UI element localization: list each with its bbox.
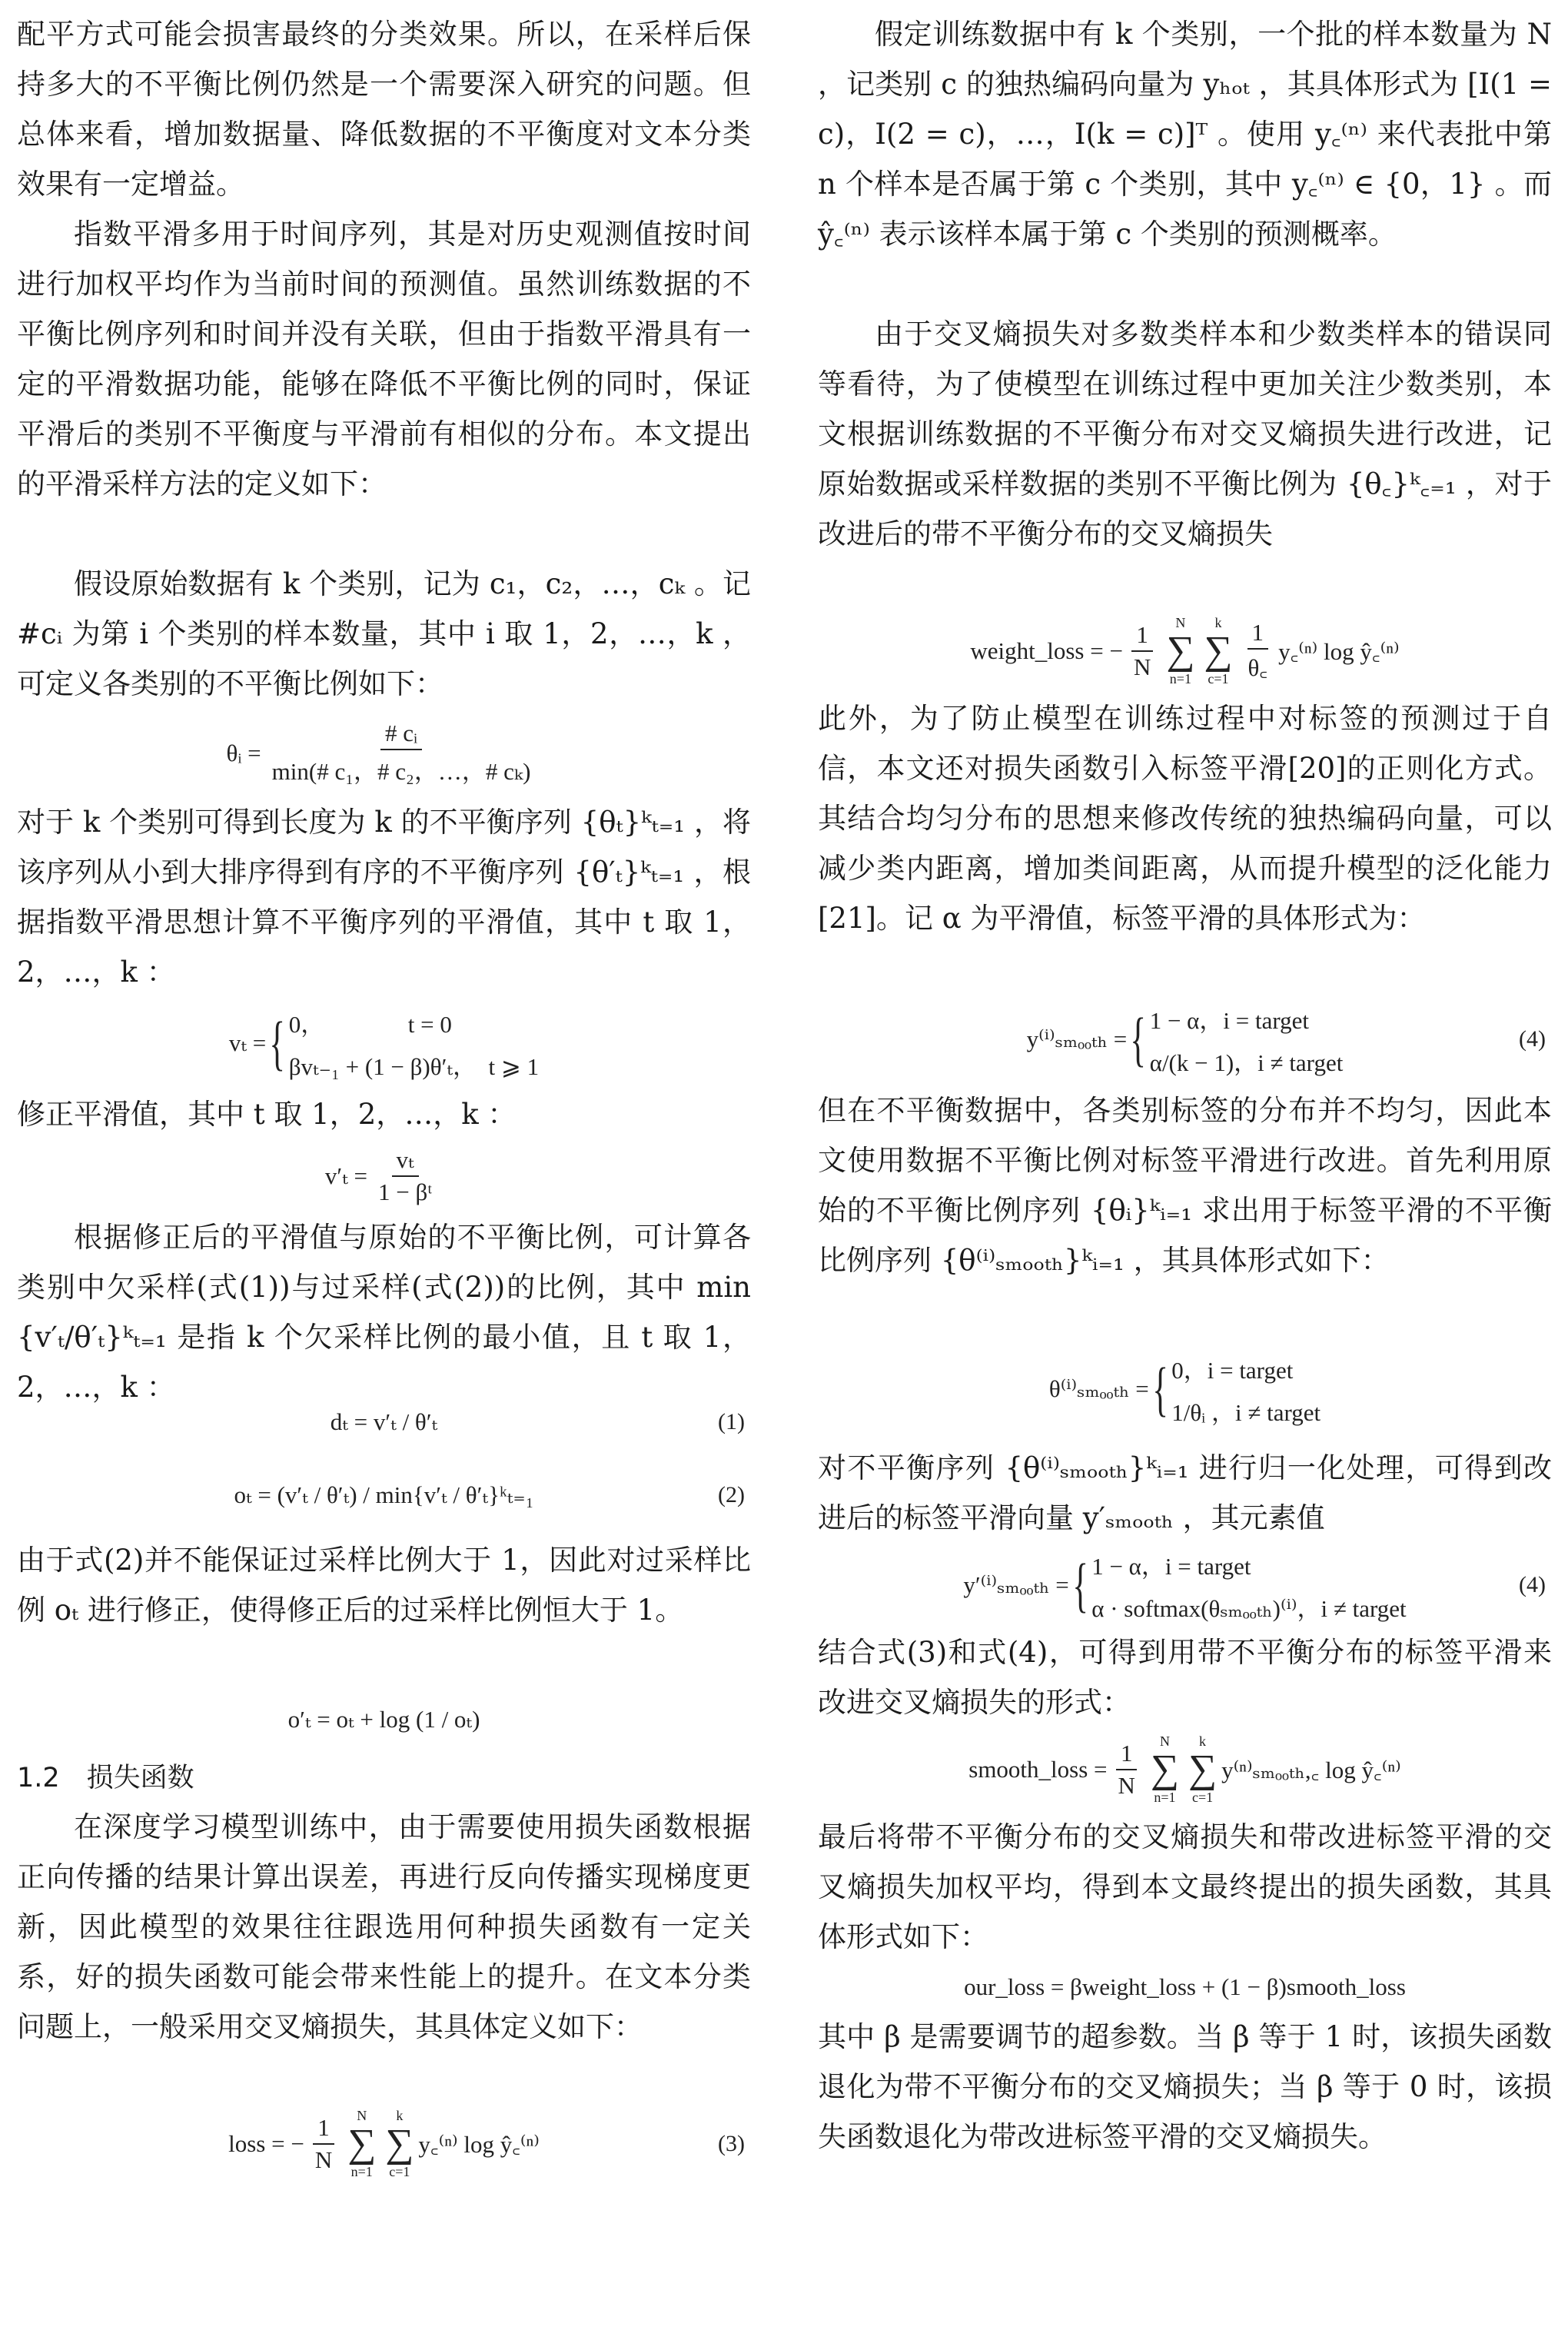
equation-lhs: y′⁽ⁱ⁾ₛₘₒₒₜₕ = [963,1571,1069,1598]
equation-smooth-loss [818,1727,1552,1812]
case-1: 1 − α，i = target [1091,1553,1251,1580]
paragraph: 假定训练数据中有 k 个类别，一个批的样本数量为 N ，记类别 c 的独热编码向量为 yₕₒₜ ，其具体形式为 [I(1 = c)，I(2 = c)，…，I(k = c)]ᵀ 。使用 y꜀⁽ⁿ⁾ 来代表批中第 n 个样本是否属于第 c 个类别，其中 y꜀⁽ⁿ⁾ ∈ {0，1} 。而 ŷ꜀⁽ⁿ⁾ 表示该样本属于第 c 个类别的预测概率。 [818,18,1552,251]
paragraph: 根据修正后的平滑值与原始的不平衡比例，可计算各类别中欠采样(式(1))与过采样(式(2))的比例，其中 min{v′ₜ/θ′ₜ}ᵏₜ₌₁ 是指 k 个欠采样比例的最小值，且 t 取 1，2，…，k ： [17,1221,751,1404]
equation-tail: y꜀⁽ⁿ⁾ log ŷ꜀⁽ⁿ⁾ [418,2131,540,2158]
left-brace: { [1072,1551,1088,1618]
equation-theta-smooth [818,1335,1552,1443]
left-column [17,9,751,2186]
paragraph: 由于式(2)并不能保证过采样比例大于 1，因此对过采样比例 oₜ 进行修正，使得修正后的过采样比例恒大于 1。 [17,1544,751,1627]
sigma-symbol: ∑ [347,2122,377,2166]
paragraph: 指数平滑多用于时间序列，其是对历史观测值按时间进行加权平均作为当前时间的预测值。虽然训练数据的不平衡比例序列和时间并没有关联，但由于指数平滑具有一定的平滑数据功能，能够在降低不平衡比例的同时，保证平滑后的类别不平衡度与平滑前有相似的分布。本文提出的平滑采样方法的定义如下： [17,218,751,500]
left-brace: { [269,1009,286,1076]
equation-lhs: v′ₜ = [324,1162,367,1189]
equation-our-loss [818,1962,1552,2012]
equation-number: (1) [718,1408,745,1434]
paragraph: 修正平滑值，其中 t 取 1，2，…，k ： [17,1098,517,1131]
sigma-symbol: ∑ [1204,629,1233,673]
numerator: vₜ [392,1146,419,1177]
numerator: 1 [1247,619,1269,650]
case-2: 1/θᵢ ，i ≠ target [1171,1399,1321,1426]
sum-lower: n=1 [350,2164,373,2179]
cases [1171,1351,1321,1428]
summation [385,2108,414,2180]
paragraph: 由于交叉熵损失对多数类样本和少数类样本的错误同等看待，为了使模型在训练过程中更加关注少数类别，本文根据训练数据的不平衡分布对交叉熵损失进行改进，记原始数据或采样数据的类别不平衡比例为 {θ꜀}ᵏ꜀₌₁ ，对于改进后的带不平衡分布的交叉熵损失 [818,317,1552,550]
numerator: 1 [1116,1740,1138,1770]
sum-upper: N [357,2108,367,2123]
denominator: N [1118,1772,1135,1799]
equation-lhs: θᵢ = [226,739,261,766]
sum-lower: c=1 [1191,1790,1214,1805]
sum-upper: N [1175,615,1186,630]
case-1-value: 0， [288,1011,313,1038]
equation-correction [17,1139,751,1212]
equation-2 [17,1454,751,1535]
case-2-condition: t ⩾ 1 [488,1053,540,1080]
equation-lhs: weight_loss = − [970,637,1123,664]
cases [1150,1001,1344,1078]
fraction [374,1146,437,1206]
equation-number: (4) [1519,1026,1546,1052]
numerator: # cᵢ [380,720,422,750]
equation-tail: y⁽ⁿ⁾ₛₘₒₒₜₕ,꜀ log ŷ꜀⁽ⁿ⁾ [1221,1757,1401,1783]
case-1: 0，i = target [1171,1357,1294,1384]
equation-lhs: y⁽ⁱ⁾ₛₘₒₒₜₕ = [1026,1025,1128,1052]
denominator: θ꜀ [1247,654,1268,681]
equation-4-improved-smoothing [818,1543,1552,1627]
equation-number: (4) [1519,1572,1546,1597]
denominator: N [314,2146,333,2173]
equation-lhs: loss = − [228,2130,304,2157]
left-brace: { [1130,1005,1147,1072]
sum-upper: k [1214,615,1222,630]
right-column [818,9,1552,2212]
summation [1151,1733,1179,1806]
cases [1091,1547,1406,1624]
case-2-value: βvₜ₋₁ + (1 − β)θ′ₜ， [288,1053,465,1080]
case-2: α · softmax(θₛₘₒₒₜₕ)⁽ⁱ⁾，i ≠ target [1091,1595,1407,1622]
equation-body: our_loss = βweight_loss + (1 − β)smooth_loss [964,1973,1406,2000]
paragraph: 结合式(3)和式(4)，可得到用带不平衡分布的标签平滑来改进交叉熵损失的形式： [818,1636,1552,1719]
paragraph: 对不平衡序列 {θ⁽ⁱ⁾ₛₘₒₒₜₕ}ᵏᵢ₌₁ 进行归一化处理，可得到改进后的标签平滑向量 y′ₛₘₒₒₜₕ ，其元素值 [818,1451,1552,1534]
fraction [267,720,536,786]
equation-lhs: θ⁽ⁱ⁾ₛₘₒₒₜₕ = [1048,1375,1149,1402]
denominator: 1 − βᵗ [377,1178,433,1205]
case-1-condition: t = 0 [407,1011,452,1038]
summation [1204,615,1232,687]
equation-body: dₜ = v′ₜ / θ′ₜ [330,1408,438,1435]
equation-o-correction [17,1685,751,1754]
sum-lower: c=1 [389,2164,410,2179]
left-brace: { [1152,1355,1168,1422]
summation [1166,615,1194,687]
equation-theta [17,709,751,797]
equation-weight-loss [818,609,1552,693]
sum-upper: N [1159,1733,1170,1749]
paragraph: 但在不平衡数据中，各类别标签的分布并不均匀，因此本文使用数据不平衡比例对标签平滑进行改进。首先利用原始的不平衡比例序列 {θᵢ}ᵏᵢ₌₁ 求出用于标签平滑的不平衡比例序列 {θ⁽ⁱ⁾ₛₘₒₒₜₕ}ᵏᵢ₌₁ ，其具体形式如下： [818,1094,1552,1277]
equation-smoothing [17,997,751,1089]
equation-number: (2) [718,1481,745,1507]
sigma-symbol: ∑ [385,2122,414,2166]
paragraph: 在深度学习模型训练中，由于需要使用损失函数根据正向传播的结果计算出误差，再进行反向传播实现梯度更新，因此模型的效果往往跟选用何种损失函数有一定关系，好的损失函数可能会带来性能上的提升。在文本分类问题上，一般采用交叉熵损失，其具体定义如下： [17,1810,751,2043]
paragraph: 其中 β 是需要调节的超参数。当 β 等于 1 时，该损失函数退化为带不平衡分布的交叉熵损失；当 β 等于 0 时，该损失函数退化为带改进标签平滑的交叉熵损失。 [818,2020,1552,2153]
summation [347,2108,376,2180]
fraction [1244,619,1273,683]
sum-lower: c=1 [1208,671,1229,686]
equation-lhs: smooth_loss = [968,1756,1108,1783]
fraction [1114,1740,1140,1800]
equation-lhs: vₜ = [228,1029,267,1056]
paragraph: 最后将带不平衡分布的交叉熵损失和带改进标签平滑的交叉熵损失加权平均，得到本文最终提出的损失函数，其具体形式如下： [818,1820,1552,1953]
sum-lower: n=1 [1154,1790,1176,1805]
sigma-symbol: ∑ [1150,1747,1179,1791]
equation-1 [17,1389,751,1454]
case-2: α/(k − 1)，i ≠ target [1149,1049,1344,1076]
paragraph: 此外，为了防止模型在训练过程中对标签的预测过于自信，本文还对损失函数引入标签平滑[20]的正则化方式。其结合均匀分布的思想来修改传统的独热编码向量，可以减少类内距离，增加类间距离，从而提升模型的泛化能力[21]。记 α 为平滑值，标签平滑的具体形式为： [818,702,1552,935]
case-1: 1 − α，i = target [1149,1007,1310,1034]
cases [289,1005,539,1082]
numerator: 1 [1131,621,1153,652]
numerator: 1 [313,2114,334,2145]
equation-body: oₜ = (v′ₜ / θ′ₜ) / min{v′ₜ / θ′ₜ}ᵏₜ₌₁ [234,1481,534,1508]
paragraph: 对于 k 个类别可得到长度为 k 的不平衡序列 {θₜ}ᵏₜ₌₁ ，将该序列从小到大排序得到有序的不平衡序列 {θ′ₜ}ᵏₜ₌₁ ，根据指数平滑思想计算不平衡序列的平滑值，其中 t 取 1，2，…，k ： [17,806,751,989]
sum-upper: k [396,2108,404,2123]
equation-number: (3) [718,2131,745,2156]
equation-tail: y꜀⁽ⁿ⁾ log ŷ꜀⁽ⁿ⁾ [1278,638,1400,665]
sum-upper: k [1199,1733,1207,1749]
fraction [1129,621,1155,681]
denominator: min(# c₁，# c₂，…，# cₖ) [271,758,531,785]
equation-3 [17,2102,751,2186]
sigma-symbol: ∑ [1188,1747,1218,1791]
fraction [311,2114,337,2174]
paragraph: 配平方式可能会损害最终的分类效果。所以，在采样后保持多大的不平衡比例仍然是一个需要深入研究的问题。但总体来看，增加数据量、降低数据的不平衡度对文本分类效果有一定增益。 [17,18,751,201]
section-heading: 1.2 损失函数 [17,1763,194,1793]
equation-4-label-smoothing [818,993,1552,1085]
sigma-symbol: ∑ [1166,629,1195,673]
equation-body: o′ₜ = oₜ + log (1 / oₜ) [287,1706,480,1733]
denominator: N [1133,653,1151,680]
paragraph: 假设原始数据有 k 个类别，记为 c₁，c₂，…，cₖ 。记 #cᵢ 为第 i 个类别的样本数量，其中 i 取 1，2，…，k ，可定义各类别的不平衡比例如下： [17,567,751,700]
summation [1188,1733,1217,1806]
sum-lower: n=1 [1169,671,1191,686]
